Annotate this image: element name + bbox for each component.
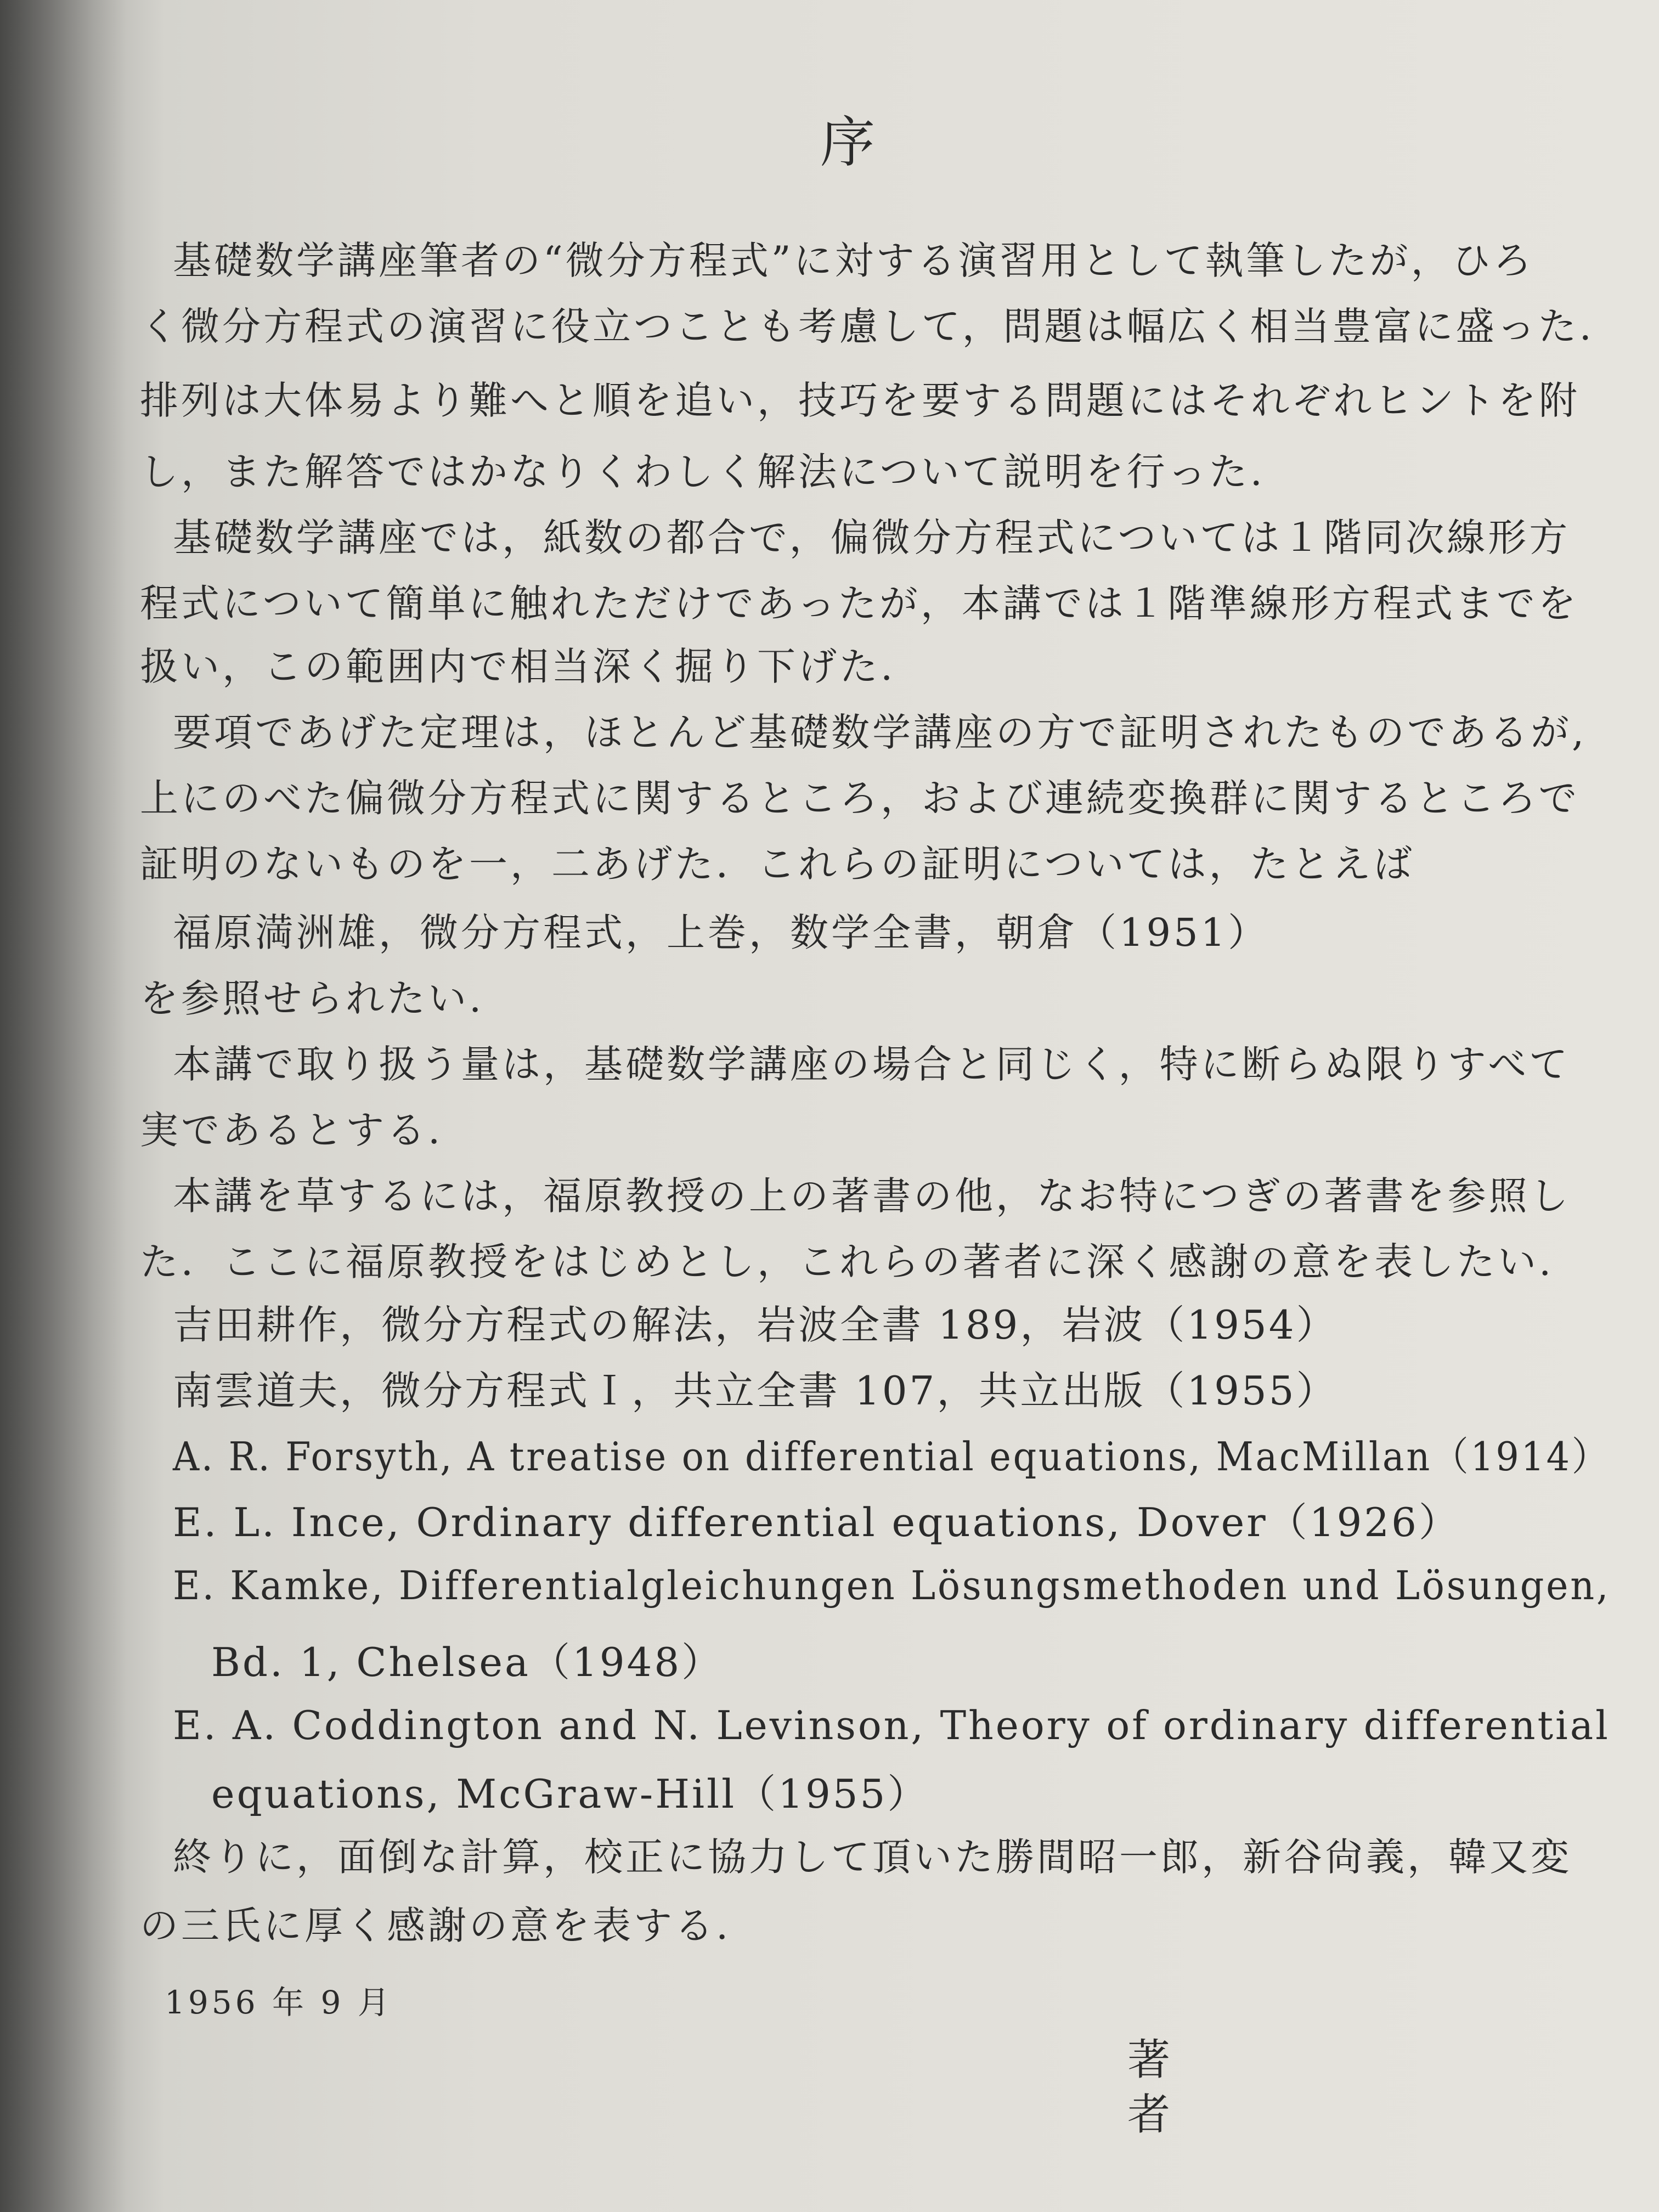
preface-p1-line1: 基礎数学講座筆者の“微分方程式”に対する演習用として執筆したが，ひろ [173,238,1534,283]
reference-ince: E. L. Ince, Ordinary differential equations, Dover（1926） [173,1499,1460,1545]
preface-p4-line2: 実であるとする. [140,1108,443,1153]
reference-coddington-line2: equations, McGraw-Hill（1955） [211,1771,929,1817]
preface-p6-line1: 終りに，面倒な計算，校正に協力して頂いた勝間昭一郎，新谷尙義，韓又変 [173,1835,1572,1880]
page-title: 序 [820,110,875,174]
preface-p3-line3: 証明のないものを一，二あげた．これらの証明については，たとえば [140,842,1415,887]
preface-p2-line3: 扱い，この範囲内で相当深く掘り下げた. [140,644,896,689]
preface-p5-line2: た．ここに福原教授をはじめとし，これらの著者に深く感謝の意を表したい. [140,1239,1554,1284]
reference-kamke-line2: Bd. 1, Chelsea（1948） [211,1639,724,1685]
preface-p3-end: を参照せられたい. [140,976,484,1021]
preface-p6-line2: の三氏に厚く感謝の意を表する. [140,1903,731,1948]
reference-forsyth: A. R. Forsyth, A treatise on differential equations, MacMillan（1914） [173,1434,1611,1480]
reference-fukuhara: 福原満洲雄，微分方程式，上巻，数学全書，朝倉（1951） [173,910,1269,955]
preface-p1-line2: く微分方程式の演習に役立つことも考慮して，問題は幅広く相当豊富に盛った. [140,304,1594,349]
preface-p2-line2: 程式について簡単に触れただけであったが，本講では１階準線形方程式までを [140,581,1579,626]
preface-page [140,0,1611,2212]
preface-p1-line4: し，また解答ではかなりくわしく解法について説明を行った. [140,449,1265,494]
preface-p3-line1: 要項であげた定理は，ほとんど基礎数学講座の方で証明されたものであるが, [173,710,1587,755]
preface-author: 著者 [1127,2035,1324,2140]
preface-p3-line2: 上にのべた偏微分方程式に関するところ，および連続変換群に関するところで [140,776,1580,821]
reference-nagumo: 南雲道夫，微分方程式Ｉ，共立全書 107，共立出版（1955） [173,1368,1338,1414]
reference-kamke-line1: E. Kamke, Differentialgleichungen Lösungsmethoden und Lösungen, [173,1562,1611,1609]
preface-p2-line1: 基礎数学講座では，紙数の都合で，偏微分方程式については１階同次線形方 [173,515,1571,560]
preface-date: 1956 年 9 月 [165,1984,393,2021]
preface-p5-line1: 本講を草するには，福原教授の上の著書の他，なお特につぎの著書を参照し [173,1173,1571,1218]
page-gutter-shadow [0,0,126,2212]
reference-coddington-line1: E. A. Coddington and N. Levinson, Theory of ordinary differential [173,1702,1610,1748]
preface-p1-line3: 排列は大体易より難へと順を追い，技巧を要する問題にはそれぞれヒントを附 [140,378,1580,423]
preface-p4-line1: 本講で取り扱う量は，基礎数学講座の場合と同じく，特に断らぬ限りすべて [173,1042,1571,1087]
reference-yoshida: 吉田耕作，微分方程式の解法，岩波全書 189，岩波（1954） [173,1302,1338,1348]
